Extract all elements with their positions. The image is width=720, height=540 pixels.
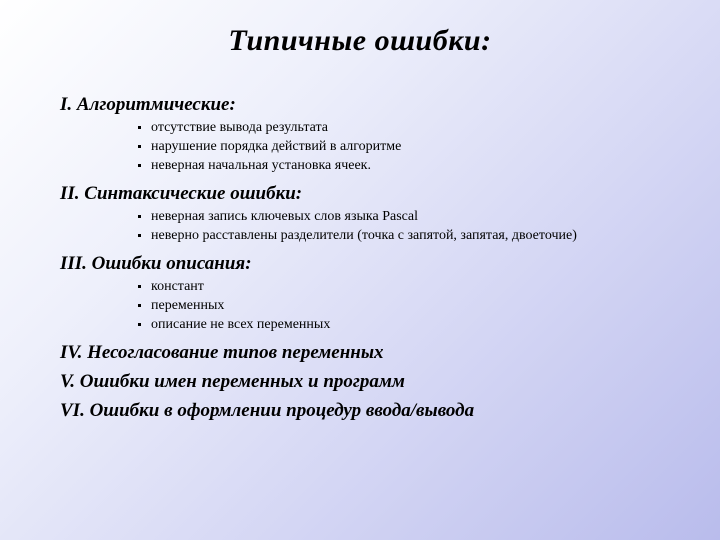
section-heading: VI. Ошибки в оформлении процедур ввода/вывода	[60, 400, 475, 421]
bullet-list	[60, 207, 700, 245]
bullet-list	[60, 277, 700, 334]
section-heading: II. Синтаксические ошибки:	[60, 183, 303, 204]
section-algorithmic	[60, 92, 700, 175]
slide-content	[60, 92, 700, 427]
bullet-item: нарушение порядка действий в алгоритме	[138, 137, 700, 156]
section-naming	[60, 369, 700, 395]
bullet-item: неверная начальная установка ячеек.	[138, 156, 700, 175]
slide-title: Типичные ошибки:	[228, 24, 492, 57]
section-heading: IV. Несогласование типов переменных	[60, 342, 384, 363]
bullet-item: описание не всех переменных	[138, 315, 700, 334]
bullet-item: отсутствие вывода результата	[138, 118, 700, 137]
bullet-item: констант	[138, 277, 700, 296]
section-description	[60, 251, 700, 334]
bullet-item: неверно расставлены разделители (точка с запятой, запятая, двоеточие)	[138, 226, 700, 245]
section-heading: III. Ошибки описания:	[60, 253, 252, 274]
bullet-list	[60, 118, 700, 175]
section-heading: I. Алгоритмические:	[60, 94, 236, 115]
section-syntax	[60, 181, 700, 245]
bullet-item: неверная запись ключевых слов языка Pascal	[138, 207, 700, 226]
section-type-mismatch	[60, 340, 700, 366]
bullet-item: переменных	[138, 296, 700, 315]
section-heading: V. Ошибки имен переменных и программ	[60, 371, 405, 392]
section-io	[60, 398, 700, 424]
